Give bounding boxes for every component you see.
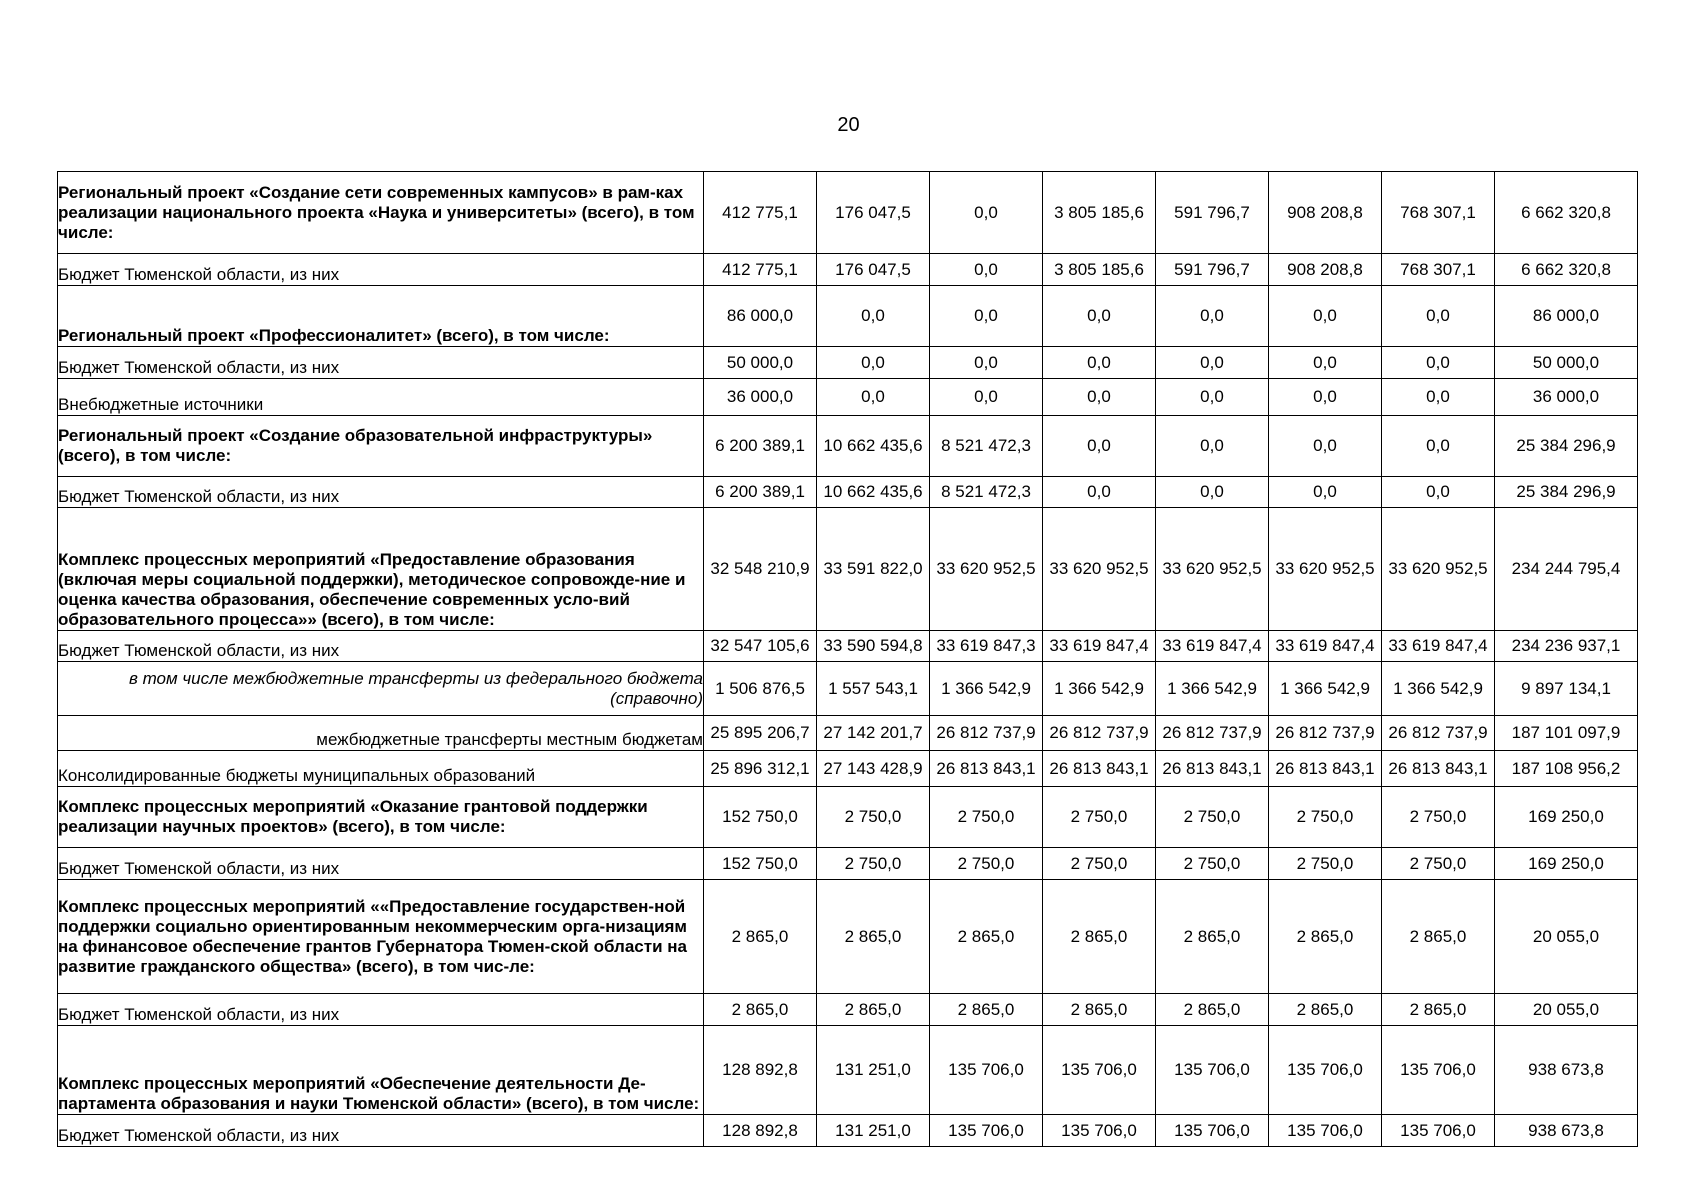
value-cell: 2 750,0 — [1269, 848, 1382, 880]
value-cell: 0,0 — [930, 286, 1043, 347]
value-cell: 2 865,0 — [1269, 994, 1382, 1026]
row-label: Комплекс процессных мероприятий «Обеспечение деятельности Де-партамента образования и науки Тюменской области» (всего), в том числе: — [58, 1026, 704, 1115]
value-cell: 0,0 — [1043, 286, 1156, 347]
value-cell: 0,0 — [1382, 416, 1495, 477]
value-cell: 25 895 206,7 — [704, 716, 817, 751]
value-cell: 2 750,0 — [1043, 848, 1156, 880]
value-cell: 6 200 389,1 — [704, 416, 817, 477]
table-row — [58, 286, 1638, 347]
value-cell: 0,0 — [1269, 347, 1382, 379]
row-label: Комплекс процессных мероприятий «Оказание грантовой поддержки реализации научных проектов» (всего), в том числе: — [58, 787, 704, 848]
value-cell: 2 865,0 — [1382, 994, 1495, 1026]
value-cell: 26 813 843,1 — [930, 751, 1043, 787]
value-cell: 176 047,5 — [817, 254, 930, 286]
value-cell: 0,0 — [930, 254, 1043, 286]
value-cell: 2 750,0 — [1269, 787, 1382, 848]
value-cell: 1 366 542,9 — [930, 662, 1043, 716]
value-cell: 25 384 296,9 — [1495, 416, 1638, 477]
row-label: Комплекс процессных мероприятий ««Предоставление государствен-ной поддержки социально ориентированным некоммерческим орга-низациям на финансовое обеспечение грантов Губернатора Тюмен-ской области на развитие гражданского общества» (всего), в том чис-ле: — [58, 880, 704, 994]
value-cell: 131 251,0 — [817, 1026, 930, 1115]
row-label: Бюджет Тюменской области, из них — [58, 848, 704, 880]
budget-table — [57, 171, 1638, 1147]
value-cell: 169 250,0 — [1495, 787, 1638, 848]
value-cell: 234 244 795,4 — [1495, 508, 1638, 631]
value-cell: 135 706,0 — [1043, 1115, 1156, 1147]
table-body — [58, 172, 1638, 1147]
value-cell: 86 000,0 — [1495, 286, 1638, 347]
value-cell: 8 521 472,3 — [930, 477, 1043, 508]
row-label: Комплекс процессных мероприятий «Предоставление образования (включая меры социальной поддержки), методическое сопровожде-ние и оценка качества образования, обеспечение современных усло-вий образовательного процесса»» (всего), в том числе: — [58, 508, 704, 631]
value-cell: 25 896 312,1 — [704, 751, 817, 787]
page-number: 20 — [837, 114, 860, 136]
table-row — [58, 848, 1638, 880]
row-label: Региональный проект «Создание сети современных кампусов» в рам-ках реализации национального проекта «Наука и университеты» (всего), в том числе: — [58, 172, 704, 254]
value-cell: 591 796,7 — [1156, 172, 1269, 254]
value-cell: 412 775,1 — [704, 254, 817, 286]
table-row — [58, 1115, 1638, 1147]
row-label: Бюджет Тюменской области, из них — [58, 347, 704, 379]
value-cell: 2 865,0 — [1269, 880, 1382, 994]
value-cell: 25 384 296,9 — [1495, 477, 1638, 508]
value-cell: 0,0 — [1382, 379, 1495, 416]
value-cell: 20 055,0 — [1495, 994, 1638, 1026]
table-row — [58, 716, 1638, 751]
row-label: Внебюджетные источники — [58, 379, 704, 416]
value-cell: 1 366 542,9 — [1156, 662, 1269, 716]
value-cell: 938 673,8 — [1495, 1026, 1638, 1115]
value-cell: 32 548 210,9 — [704, 508, 817, 631]
value-cell: 9 897 134,1 — [1495, 662, 1638, 716]
value-cell: 0,0 — [1269, 416, 1382, 477]
value-cell: 2 865,0 — [1043, 994, 1156, 1026]
value-cell: 26 812 737,9 — [930, 716, 1043, 751]
value-cell: 1 366 542,9 — [1269, 662, 1382, 716]
value-cell: 2 865,0 — [1156, 880, 1269, 994]
value-cell: 908 208,8 — [1269, 172, 1382, 254]
value-cell: 131 251,0 — [817, 1115, 930, 1147]
value-cell: 3 805 185,6 — [1043, 254, 1156, 286]
value-cell: 33 619 847,4 — [1043, 631, 1156, 662]
value-cell: 36 000,0 — [1495, 379, 1638, 416]
row-label: Бюджет Тюменской области, из них — [58, 994, 704, 1026]
row-label: Региональный проект «Профессионалитет» (всего), в том числе: — [58, 286, 704, 347]
value-cell: 1 557 543,1 — [817, 662, 930, 716]
value-cell: 33 620 952,5 — [1043, 508, 1156, 631]
value-cell: 169 250,0 — [1495, 848, 1638, 880]
value-cell: 135 706,0 — [1156, 1115, 1269, 1147]
value-cell: 135 706,0 — [1269, 1115, 1382, 1147]
value-cell: 2 750,0 — [930, 787, 1043, 848]
value-cell: 33 620 952,5 — [1382, 508, 1495, 631]
value-cell: 0,0 — [1043, 416, 1156, 477]
row-label: Консолидированные бюджеты муниципальных образований — [58, 751, 704, 787]
value-cell: 6 662 320,8 — [1495, 254, 1638, 286]
value-cell: 33 620 952,5 — [1269, 508, 1382, 631]
value-cell: 27 142 201,7 — [817, 716, 930, 751]
value-cell: 0,0 — [1043, 379, 1156, 416]
value-cell: 2 750,0 — [1043, 787, 1156, 848]
value-cell: 0,0 — [1156, 286, 1269, 347]
value-cell: 2 865,0 — [1043, 880, 1156, 994]
value-cell: 2 750,0 — [1382, 848, 1495, 880]
value-cell: 33 620 952,5 — [930, 508, 1043, 631]
value-cell: 938 673,8 — [1495, 1115, 1638, 1147]
row-label: Бюджет Тюменской области, из них — [58, 477, 704, 508]
value-cell: 33 619 847,4 — [1382, 631, 1495, 662]
value-cell: 0,0 — [1269, 286, 1382, 347]
value-cell: 0,0 — [1156, 477, 1269, 508]
value-cell: 135 706,0 — [930, 1115, 1043, 1147]
value-cell: 2 750,0 — [1156, 787, 1269, 848]
row-label: Региональный проект «Создание образовательной инфраструктуры» (всего), в том числе: — [58, 416, 704, 477]
value-cell: 2 865,0 — [817, 880, 930, 994]
value-cell: 33 619 847,4 — [1156, 631, 1269, 662]
value-cell: 135 706,0 — [1382, 1026, 1495, 1115]
value-cell: 0,0 — [817, 347, 930, 379]
value-cell: 1 366 542,9 — [1043, 662, 1156, 716]
value-cell: 20 055,0 — [1495, 880, 1638, 994]
value-cell: 0,0 — [1156, 416, 1269, 477]
value-cell: 1 506 876,5 — [704, 662, 817, 716]
value-cell: 152 750,0 — [704, 787, 817, 848]
value-cell: 26 812 737,9 — [1043, 716, 1156, 751]
value-cell: 10 662 435,6 — [817, 416, 930, 477]
value-cell: 86 000,0 — [704, 286, 817, 347]
value-cell: 591 796,7 — [1156, 254, 1269, 286]
value-cell: 0,0 — [1043, 477, 1156, 508]
row-label: Бюджет Тюменской области, из них — [58, 1115, 704, 1147]
value-cell: 50 000,0 — [1495, 347, 1638, 379]
value-cell: 10 662 435,6 — [817, 477, 930, 508]
value-cell: 2 750,0 — [1156, 848, 1269, 880]
value-cell: 187 108 956,2 — [1495, 751, 1638, 787]
table-row — [58, 477, 1638, 508]
table-row — [58, 416, 1638, 477]
value-cell: 0,0 — [1382, 347, 1495, 379]
table-row — [58, 347, 1638, 379]
value-cell: 0,0 — [930, 172, 1043, 254]
value-cell: 135 706,0 — [1043, 1026, 1156, 1115]
value-cell: 768 307,1 — [1382, 172, 1495, 254]
table-row — [58, 508, 1638, 631]
value-cell: 135 706,0 — [930, 1026, 1043, 1115]
value-cell: 176 047,5 — [817, 172, 930, 254]
value-cell: 2 865,0 — [930, 880, 1043, 994]
value-cell: 2 865,0 — [817, 994, 930, 1026]
row-label: Бюджет Тюменской области, из них — [58, 631, 704, 662]
value-cell: 0,0 — [930, 347, 1043, 379]
value-cell: 2 865,0 — [704, 994, 817, 1026]
table-row — [58, 751, 1638, 787]
value-cell: 0,0 — [817, 379, 930, 416]
value-cell: 0,0 — [1382, 286, 1495, 347]
table-row — [58, 631, 1638, 662]
value-cell: 152 750,0 — [704, 848, 817, 880]
value-cell: 33 619 847,4 — [1269, 631, 1382, 662]
table-row — [58, 1026, 1638, 1115]
row-label: межбюджетные трансферты местным бюджетам — [58, 716, 704, 751]
value-cell: 2 750,0 — [817, 787, 930, 848]
table-row — [58, 994, 1638, 1026]
value-cell: 8 521 472,3 — [930, 416, 1043, 477]
table-row — [58, 379, 1638, 416]
value-cell: 33 590 594,8 — [817, 631, 930, 662]
value-cell: 26 812 737,9 — [1269, 716, 1382, 751]
value-cell: 36 000,0 — [704, 379, 817, 416]
value-cell: 135 706,0 — [1156, 1026, 1269, 1115]
value-cell: 0,0 — [930, 379, 1043, 416]
value-cell: 1 366 542,9 — [1382, 662, 1495, 716]
value-cell: 0,0 — [1043, 347, 1156, 379]
value-cell: 0,0 — [1269, 477, 1382, 508]
value-cell: 26 813 843,1 — [1156, 751, 1269, 787]
value-cell: 0,0 — [817, 286, 930, 347]
value-cell: 33 620 952,5 — [1156, 508, 1269, 631]
value-cell: 0,0 — [1269, 379, 1382, 416]
value-cell: 0,0 — [1156, 347, 1269, 379]
value-cell: 6 200 389,1 — [704, 477, 817, 508]
row-label: Бюджет Тюменской области, из них — [58, 254, 704, 286]
value-cell: 2 865,0 — [1382, 880, 1495, 994]
value-cell: 128 892,8 — [704, 1026, 817, 1115]
value-cell: 3 805 185,6 — [1043, 172, 1156, 254]
value-cell: 135 706,0 — [1269, 1026, 1382, 1115]
value-cell: 32 547 105,6 — [704, 631, 817, 662]
value-cell: 412 775,1 — [704, 172, 817, 254]
value-cell: 2 865,0 — [930, 994, 1043, 1026]
table-row — [58, 787, 1638, 848]
value-cell: 2 750,0 — [930, 848, 1043, 880]
table-row — [58, 880, 1638, 994]
value-cell: 33 619 847,3 — [930, 631, 1043, 662]
value-cell: 27 143 428,9 — [817, 751, 930, 787]
row-label: в том числе межбюджетные трансферты из федерального бюджета (справочно) — [58, 662, 704, 716]
value-cell: 0,0 — [1156, 379, 1269, 416]
value-cell: 26 812 737,9 — [1382, 716, 1495, 751]
value-cell: 768 307,1 — [1382, 254, 1495, 286]
value-cell: 234 236 937,1 — [1495, 631, 1638, 662]
value-cell: 908 208,8 — [1269, 254, 1382, 286]
value-cell: 50 000,0 — [704, 347, 817, 379]
table-row — [58, 254, 1638, 286]
table-row — [58, 172, 1638, 254]
value-cell: 187 101 097,9 — [1495, 716, 1638, 751]
table-row — [58, 662, 1638, 716]
value-cell: 26 813 843,1 — [1269, 751, 1382, 787]
value-cell: 6 662 320,8 — [1495, 172, 1638, 254]
value-cell: 26 812 737,9 — [1156, 716, 1269, 751]
value-cell: 2 865,0 — [1156, 994, 1269, 1026]
value-cell: 2 865,0 — [704, 880, 817, 994]
value-cell: 2 750,0 — [1382, 787, 1495, 848]
value-cell: 128 892,8 — [704, 1115, 817, 1147]
value-cell: 33 591 822,0 — [817, 508, 930, 631]
value-cell: 135 706,0 — [1382, 1115, 1495, 1147]
value-cell: 26 813 843,1 — [1043, 751, 1156, 787]
value-cell: 2 750,0 — [817, 848, 930, 880]
value-cell: 26 813 843,1 — [1382, 751, 1495, 787]
value-cell: 0,0 — [1382, 477, 1495, 508]
